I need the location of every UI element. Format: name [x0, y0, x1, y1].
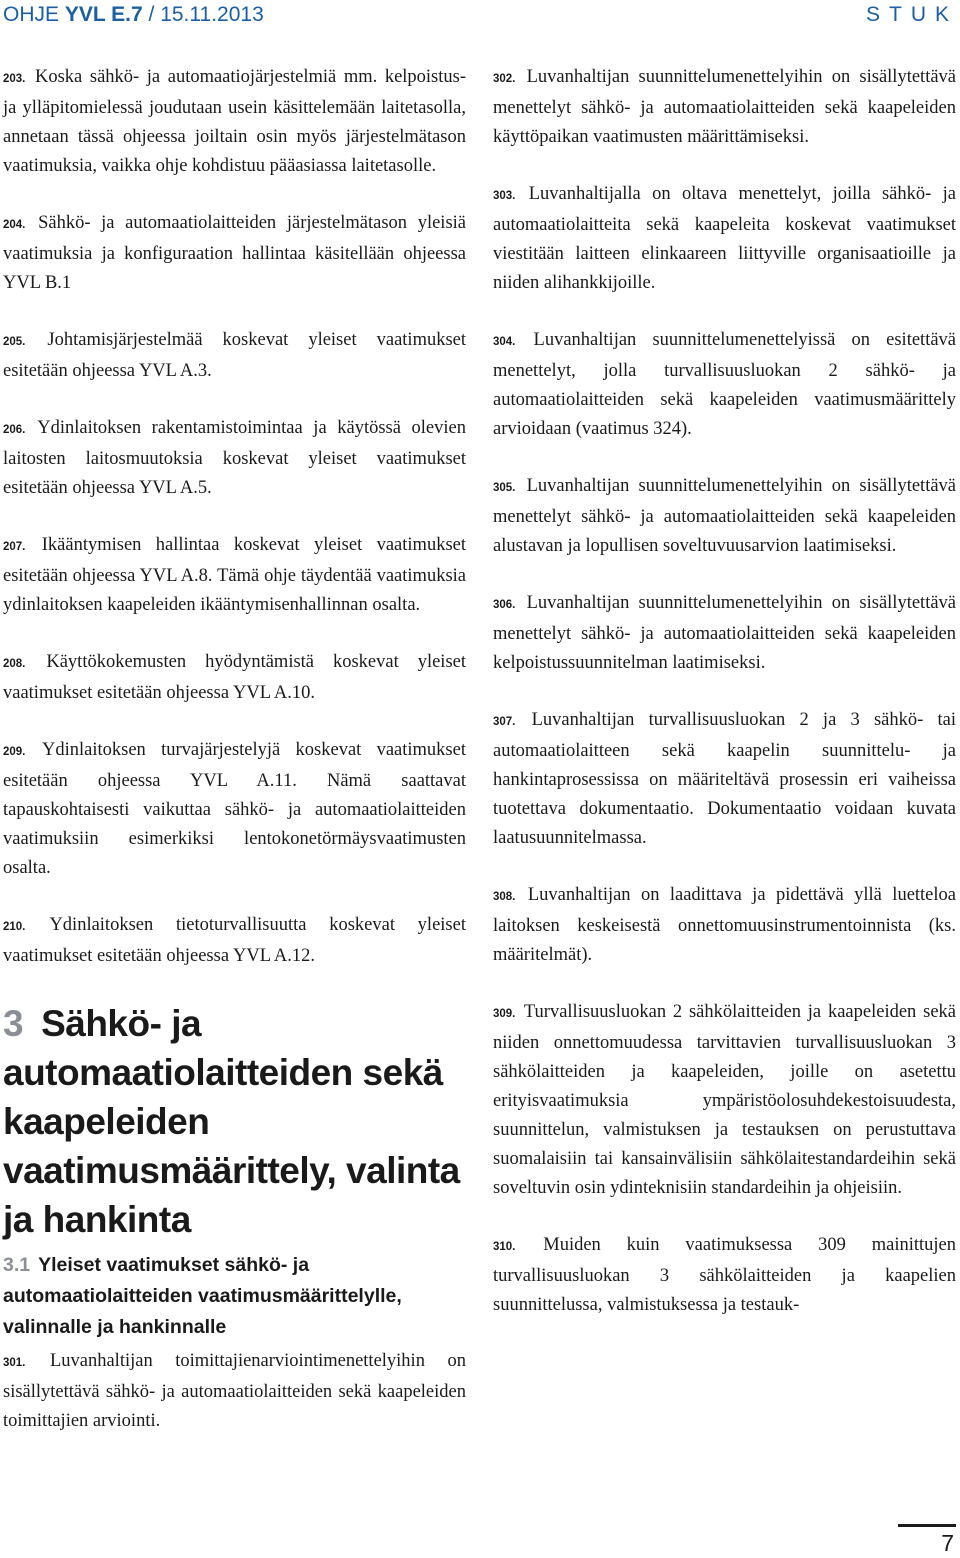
header-guide-title	[3, 3, 264, 27]
paragraph-number: 205.	[3, 336, 26, 348]
paragraph-text: Luvanhaltijan suunnittelumenettelyihin on sisällytettävä menettelyt sähkö- ja automaatiolaitteiden sekä kaapeleiden alustavan ja lopullisen soveltuvuusarvion laatimiseksi.	[493, 476, 957, 556]
paragraph-number: 308.	[493, 891, 516, 903]
left-column	[3, 63, 466, 1464]
paragraph-text: Sähkö- ja automaatiolaitteiden järjestelmätason yleisiä vaatimuksia ja konfiguraation hallintaa käsitellään ohjeessa YVL B.1	[3, 213, 466, 293]
paragraph-203	[3, 63, 466, 181]
paragraph-306	[493, 589, 956, 678]
page-number: 7	[941, 1530, 954, 1556]
paragraph-text: Muiden kuin vaatimuksessa 309 mainittujen turvallisuusluokan 3 sähkölaitteiden ja kaapelien suunnittelussa, valmistuksessa ja testauk-	[493, 1235, 956, 1315]
paragraph-text: Luvanhaltijan turvallisuusluokan 2 ja 3 sähkö- tai automaatiolaitteen sekä kaapelin suunnittelu- ja hankintaprosessissa on määriteltävä prosessin eri vaiheissa tuotettava dokumentaatio. Dokumentaatio voidaan kuvata laatusuunnitelmassa.	[493, 710, 956, 848]
paragraph-text: Turvallisuusluokan 2 sähkölaitteiden ja kaapeleiden sekä niiden onnettomuudessa tarvittavien turvallisuusluokan 3 sähkölaitteiden ja kaapeleiden, joille on asetettu erityisvaatimuksia ympäristöolosuhdekestoisuudesta, suunnittelun, valmistuksen ja testauksen on perustuttava suomalaisiin tai kansainvälisiin sähkölaitestandardeihin sekä soveltuvin osin ydinteknisiin standardeihin ja ohjeisiin.	[493, 1002, 956, 1198]
paragraph-number: 207.	[3, 541, 26, 553]
paragraph-206	[3, 414, 466, 503]
paragraph-305	[493, 472, 956, 561]
paragraph-207	[3, 531, 466, 620]
paragraph-number: 306.	[493, 599, 516, 611]
paragraph-number: 307.	[493, 716, 516, 728]
paragraph-number: 310.	[493, 1241, 516, 1253]
paragraph-205	[3, 326, 466, 386]
paragraph-text: Ydinlaitoksen rakentamistoimintaa ja käytössä olevien laitosten laitosmuutoksia koskevat yleiset vaatimukset esitetään ohjeessa YVL A.5.	[3, 418, 466, 498]
right-column	[493, 63, 956, 1348]
paragraph-text: Johtamisjärjestelmää koskevat yleiset vaatimukset esitetään ohjeessa YVL A.3.	[3, 330, 467, 381]
section-number: 3	[3, 1003, 24, 1044]
page-header	[0, 0, 960, 35]
header-doc-name: OHJE	[3, 3, 60, 26]
paragraph-number: 309.	[493, 1008, 516, 1020]
paragraph-text: Koska sähkö- ja automaatiojärjestelmiä mm. kelpoistus- ja ylläpitomielessä joudutaan usein käsittelemään laitetasolla, annetaan tässä ohjeessa joiltain osin myös järjestelmätason vaatimuksia, vaikka ohje kohdistuu pääasiassa laitetasolle.	[3, 67, 467, 176]
section-title: Sähkö- ja automaatiolaitteiden sekä kaapeleiden vaatimusmäärittely, valinta ja hankinta	[3, 1003, 460, 1240]
header-date: / 15.11.2013	[148, 3, 264, 26]
subsection-heading-3-1	[3, 1250, 466, 1343]
paragraph-text: Luvanhaltijan suunnittelumenettelyihin on sisällytettävä menettelyt sähkö- ja automaatiolaitteiden sekä kaapeleiden kelpoistussuunnitelman laatimiseksi.	[493, 593, 957, 673]
paragraph-text: Ikääntymisen hallintaa koskevat yleiset vaatimukset esitetään ohjeessa YVL A.8. Tämä ohje täydentää vaatimuksia ydinlaitoksen kaapeleiden ikääntymisenhallinnan osalta.	[3, 535, 466, 615]
footer-rule	[898, 1524, 956, 1527]
header-org: STUK	[865, 3, 958, 26]
paragraph-text: Luvanhaltijan on laadittava ja pidettävä yllä luetteloa laitoksen keskeisestä onnettomuusinstrumentoinnista (ks. määritelmät).	[493, 885, 956, 965]
paragraph-301	[3, 1347, 466, 1436]
paragraph-209	[3, 736, 466, 883]
paragraph-210	[3, 911, 466, 971]
subsection-number: 3.1	[3, 1254, 31, 1276]
paragraph-304	[493, 326, 956, 444]
paragraph-number: 210.	[3, 921, 26, 933]
paragraph-310	[493, 1231, 956, 1320]
paragraph-number: 304.	[493, 336, 516, 348]
paragraph-308	[493, 881, 956, 970]
paragraph-number: 206.	[3, 424, 26, 436]
paragraph-number: 305.	[493, 482, 516, 494]
paragraph-302	[493, 63, 956, 152]
paragraph-303	[493, 180, 956, 298]
paragraph-307	[493, 706, 956, 853]
paragraph-number: 302.	[493, 73, 516, 85]
paragraph-number: 208.	[3, 658, 26, 670]
paragraph-text: Luvanhaltijan toimittajienarviointimenettelyihin on sisällytettävä sähkö- ja automaatiolaitteiden sekä kaapeleiden toimittajien arviointi.	[3, 1351, 466, 1431]
section-heading-3	[3, 999, 466, 1244]
paragraph-text: Luvanhaltijalla on oltava menettelyt, joilla sähkö- ja automaatiolaitteita sekä kaapeleita koskevat vaatimukset viestitään laitteen elinkaareen liittyville organisaatioille ja niiden alihankkijoille.	[493, 184, 956, 293]
paragraph-208	[3, 648, 466, 708]
paragraph-number: 303.	[493, 190, 516, 202]
header-guide-code: YVL E.7	[64, 3, 143, 26]
paragraph-text: Ydinlaitoksen turvajärjestelyjä koskevat vaatimukset esitetään ohjeessa YVL A.11. Nämä saattavat tapauskohtaisesti vaikuttaa sähkö- ja automaatiolaitteiden vaatimuksiin esimerkiksi lentokonetörmäysvaatimusten osalta.	[3, 740, 466, 878]
paragraph-309	[493, 998, 956, 1203]
paragraph-text: Ydinlaitoksen tietoturvallisuutta koskevat yleiset vaatimukset esitetään ohjeessa YVL A.12.	[3, 915, 466, 966]
paragraph-number: 204.	[3, 219, 26, 231]
paragraph-text: Käyttökokemusten hyödyntämistä koskevat yleiset vaatimukset esitetään ohjeessa YVL A.10.	[3, 652, 466, 703]
paragraph-number: 301.	[3, 1357, 26, 1369]
paragraph-text: Luvanhaltijan suunnittelumenettelyissä on esitettävä menettelyt, jolla turvallisuusluokan 2 sähkö- ja automaatiolaitteiden sekä kaapeleiden vaatimusmäärittely arvioidaan (vaatimus 324).	[493, 330, 957, 439]
paragraph-number: 209.	[3, 746, 26, 758]
paragraph-text: Luvanhaltijan suunnittelumenettelyihin on sisällytettävä menettelyt sähkö- ja automaatiolaitteiden sekä kaapeleiden käyttöpaikan vaatimusten määrittämiseksi.	[493, 67, 957, 147]
paragraph-204	[3, 209, 466, 298]
paragraph-number: 203.	[3, 73, 26, 85]
subsection-title: Yleiset vaatimukset sähkö- ja automaatiolaitteiden vaatimusmäärittelylle, valinnalle ja hankinnalle	[3, 1254, 402, 1338]
